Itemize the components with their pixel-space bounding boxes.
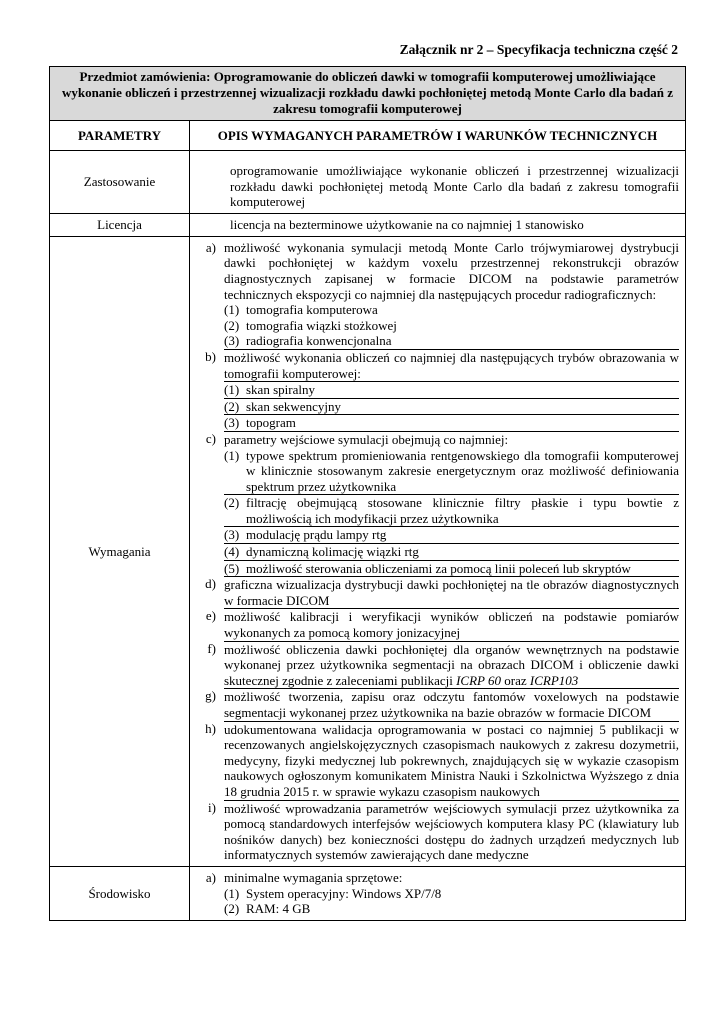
item-marker: a) xyxy=(205,869,216,885)
sub-text: RAM: 4 GB xyxy=(246,901,311,917)
subject-heading: Przedmiot zamówienia: Oprogramowanie do obliczeń dawki w tomografii komputerowej umożliwiające wykonanie obliczeń i przestrzennej wizualizacji rozkładu dawki pochłoniętej metodą Monte Carlo dla badań z zakresu tomografii komputerowej xyxy=(50,67,686,121)
sub-text: tomografia komputerowa xyxy=(246,302,378,318)
item-text: możliwość wprowadzania parametrów wejściowych symulacji przez użytkownika za pomocą standardowych interfejsów wejściowych komputera klasy PC (klawiatury lub nośników danych) bez konieczności dostępu do żadnych urządzeń medycznych lub informatycznych systemów zawierających dane medyczne xyxy=(224,800,680,863)
sub-text: filtrację obejmującą stosowane klinicznie filtry płaskie i typu bowtie z możliwością ich modyfikacji przez użytkownika xyxy=(246,495,680,526)
sub-text: System operacyjny: Windows XP/7/8 xyxy=(246,885,442,901)
publication-ref: ICRP103 xyxy=(529,672,579,688)
item-text: możliwość tworzenia, zapisu oraz odczytu fantomów voxelowych na podstawie segmentacji wykonanej przez użytkownika na bazie obrazów w formacie DICOM xyxy=(224,689,680,720)
requirement-c xyxy=(196,431,679,576)
sub-marker: (2) xyxy=(224,317,240,333)
requirement-d xyxy=(196,576,679,608)
item-text xyxy=(224,641,679,689)
sub-text: skan spiralny xyxy=(246,382,315,398)
sub-marker: (5) xyxy=(224,560,240,576)
sub-marker: (1) xyxy=(224,885,240,901)
item-marker: e) xyxy=(205,608,216,624)
sub-marker: (1) xyxy=(224,447,240,463)
requirement-i xyxy=(196,800,679,863)
specification-table xyxy=(49,66,686,921)
sub-marker: (3) xyxy=(224,527,240,543)
item-marker: g) xyxy=(205,688,216,704)
requirement-g xyxy=(196,688,679,720)
sub-marker: (3) xyxy=(224,333,240,349)
environment-a xyxy=(196,870,679,917)
row-label-zastosowanie: Zastosowanie xyxy=(50,151,190,214)
item-marker: b) xyxy=(205,348,216,364)
requirements-list xyxy=(190,236,686,866)
row-label-wymagania: Wymagania xyxy=(50,236,190,866)
item-text: możliwość wykonania symulacji metodą Monte Carlo trójwymiarowej dystrybucji dawki pochłoniętej w każdym voxelu przestrzennej rekonstrukcji obrazów diagnostycznych zapisanej w formacie DICOM na podstawie parametrów technicznych ekspozycji co najmniej dla następujących procedur radiograficznych: xyxy=(224,239,680,302)
requirement-f xyxy=(196,641,679,689)
item-marker: i) xyxy=(208,799,216,815)
column-header-params: PARAMETRY xyxy=(50,121,190,151)
requirement-h xyxy=(196,721,679,800)
requirement-a xyxy=(196,240,679,349)
sub-text: dynamiczną kolimację wiązki rtg xyxy=(246,544,419,560)
item-text: możliwość kalibracji i weryfikacji wyników obliczeń na podstawie pomiarów wykonanych za pomocą komory jonizacyjnej xyxy=(224,609,680,641)
sub-text: tomografia wiązki stożkowej xyxy=(246,317,397,333)
item-text-part: możliwość obliczenia dawki pochłoniętej dla organów wewnętrznych na podstawie wykonanej przez użytkownika segmentacji na obrazach DICOM i obliczenie dawki skutecznej zgodnie z zaleceniami publikacji xyxy=(224,641,680,688)
sub-marker: (3) xyxy=(224,415,240,431)
sub-marker: (1) xyxy=(224,382,240,398)
row-text-zastosowanie: oprogramowanie umożliwiające wykonanie obliczeń i przestrzennej wizualizacji rozkładu dawki pochłoniętej metodą Monte Carlo dla badań z zakresu tomografii komputerowej xyxy=(190,151,686,214)
item-marker: h) xyxy=(205,720,216,736)
item-marker: d) xyxy=(205,576,216,592)
annex-title: Załącznik nr 2 – Specyfikacja techniczna część 2 xyxy=(399,42,678,57)
item-text: udokumentowana walidacja oprogramowania w postaci co najmniej 5 publikacji w recenzowanych angielskojęzycznych czasopismach naukowych z zakresu dozymetrii, medycyny, fizyki medycznej lub pokrewnych, znajdujących się w wykazie czasopism naukowych ogłoszonym komunikatem Ministra Nauki i Szkolnictwa Wyższego z dnia 18 grudnia 2015 r. w sprawie wykazu czasopism naukowych xyxy=(224,721,680,799)
sub-marker: (2) xyxy=(224,495,240,511)
item-text: parametry wejściowe symulacji obejmują co najmniej: xyxy=(224,431,509,447)
sub-text: skan sekwencyjny xyxy=(246,398,341,414)
item-marker: a) xyxy=(205,239,216,255)
sub-marker: (4) xyxy=(224,544,240,560)
requirement-b xyxy=(196,349,679,431)
item-text: możliwość wykonania obliczeń co najmniej dla następujących trybów obrazowania w tomografii komputerowej: xyxy=(224,349,680,381)
row-label-srodowisko: Środowisko xyxy=(50,866,190,920)
row-label-licencja: Licencja xyxy=(50,213,190,236)
publication-ref: ICRP 60 xyxy=(456,672,501,688)
requirement-e xyxy=(196,608,679,640)
sub-marker: (1) xyxy=(224,302,240,318)
column-header-desc: OPIS WYMAGANYCH PARAMETRÓW I WARUNKÓW TECHNICZNYCH xyxy=(190,121,686,151)
sub-text: możliwość sterowania obliczeniami za pomocą linii poleceń lub skryptów xyxy=(246,560,631,576)
item-marker: f) xyxy=(207,640,216,656)
sub-text: modulację prądu lampy rtg xyxy=(246,527,387,543)
row-text-licencja: licencja na bezterminowe użytkowanie na co najmniej 1 stanowisko xyxy=(190,213,686,236)
environment-list xyxy=(190,866,686,920)
item-text: graficzna wizualizacja dystrybucji dawki pochłoniętej na tle obrazów diagnostycznych w formacie DICOM xyxy=(224,577,680,608)
item-marker: c) xyxy=(205,430,216,446)
sub-marker: (2) xyxy=(224,398,240,414)
sub-text: radiografia konwencjonalna xyxy=(246,333,392,349)
sub-text: typowe spektrum promieniowania rentgenowskiego dla tomografii komputerowej w klinicznie stosowanym zakresie energetycznym oraz możliwość definiowania spektrum przez użytkownika xyxy=(246,447,680,494)
item-text: minimalne wymagania sprzętowe: xyxy=(224,869,403,885)
sub-text: topogram xyxy=(246,415,296,431)
sub-marker: (2) xyxy=(224,901,240,917)
item-text-part: oraz xyxy=(501,672,530,688)
